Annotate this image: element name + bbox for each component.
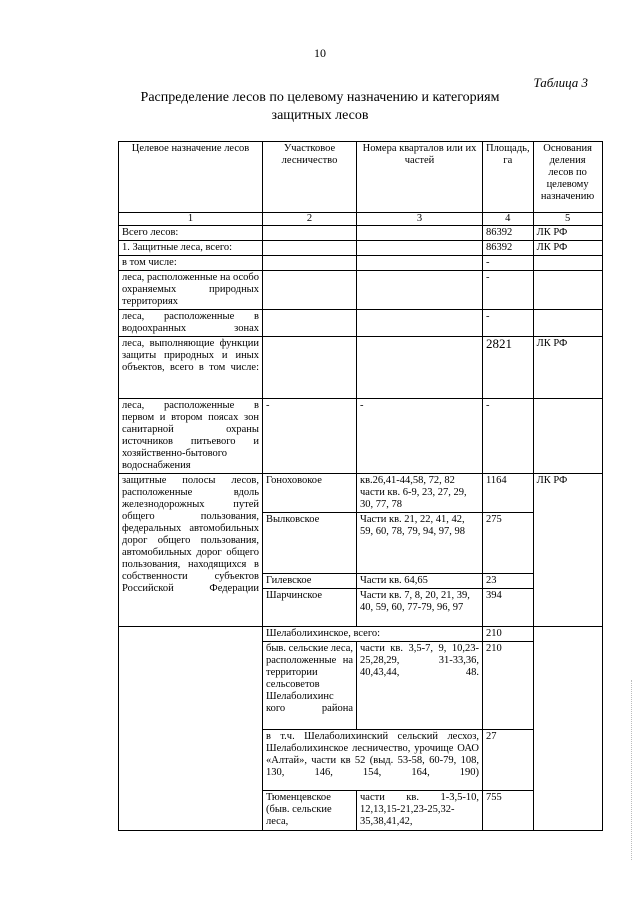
header-forestry: Участковое лесничество (263, 142, 357, 213)
row-name: защитные полосы лесов, расположенные вдоль железнодорожных путей общего пользования, федеральных автомобильных дорог общего пользования, автомобильных дорог общего пользования, находящихся в собственности субъектов Российской Федерации (119, 474, 263, 627)
row-quarters: кв.26,41-44,58, 72, 82 части кв. 6-9, 23, 27, 29, 30, 77, 78 (357, 474, 483, 513)
col-number: 2 (263, 213, 357, 226)
row-quarters: части кв. 3,5-7, 9, 10,23-25,28,29, 31-33,36, 40,43,44, 48. (357, 642, 483, 730)
row-area: 394 (483, 589, 534, 627)
row-area: 86392 (483, 226, 534, 241)
row-quarters: - (357, 399, 483, 474)
row-forestry: Тюменцевское (быв. сельские леса, (263, 791, 357, 831)
col-number: 5 (533, 213, 602, 226)
row-name: в том числе: (119, 256, 263, 271)
row-area: 210 (483, 627, 534, 642)
header-area: Площадь, га (483, 142, 534, 213)
col-number: 3 (357, 213, 483, 226)
row-area: 86392 (483, 241, 534, 256)
row-forestry: Гилевское (263, 574, 357, 589)
row-area: - (483, 271, 534, 310)
table-row (119, 310, 603, 337)
row-quarters: Части кв. 64,65 (357, 574, 483, 589)
row-forestry: быв. сельские леса, расположенные на территории сельсоветов Шелаболихинс кого района (263, 642, 357, 730)
row-quarters: части кв. 1-3,5-10, 12,13,15-21,23-25,32-35,38,41,42, (357, 791, 483, 831)
row-name: леса, расположенные в водоохранных зонах (119, 310, 263, 337)
col-number: 1 (119, 213, 263, 226)
table-header-row (119, 142, 603, 213)
table-row (119, 256, 603, 271)
table-row (119, 271, 603, 310)
row-quarters: Части кв. 21, 22, 41, 42, 59, 60, 78, 79, 94, 97, 98 (357, 513, 483, 574)
row-quarters: Части кв. 7, 8, 20, 21, 39, 40, 59, 60, 77-79, 96, 97 (357, 589, 483, 627)
row-name: Всего лесов: (119, 226, 263, 241)
table-row (119, 474, 603, 513)
header-purpose: Целевое назначение лесов (119, 142, 263, 213)
row-area: 23 (483, 574, 534, 589)
row-forestry: Гоноховокое (263, 474, 357, 513)
row-area: 755 (483, 791, 534, 831)
scan-artifact (631, 680, 638, 860)
row-area: 2821 (483, 337, 534, 399)
row-forestry: Вылковское (263, 513, 357, 574)
row-name: леса, расположенные в первом и втором поясах зон санитарной охраны источников питьевого и хозяйственно-бытового водоснабжения (119, 399, 263, 474)
column-number-row (119, 213, 603, 226)
row-forestry-total: Шелаболихинское, всего: (263, 627, 483, 642)
row-area: 27 (483, 730, 534, 791)
table-row (119, 241, 603, 256)
row-area: - (483, 399, 534, 474)
header-basis: Основания деления лесов по целевому назначению (533, 142, 602, 213)
row-forestry: - (263, 399, 357, 474)
table-row (119, 226, 603, 241)
table-title (60, 89, 580, 125)
table-row (119, 627, 603, 642)
row-name: леса, выполняющие функции защиты природных и иных объектов, всего в том числе: (119, 337, 263, 399)
title-line-1: Распределение лесов по целевому назначению и категориям (140, 90, 500, 105)
row-forestry-detail: в т.ч. Шелаболихинский сельский лесхоз, Шелаболихинское лесничество, урочище ОАО «Алтай», части кв 52 (выд. 53-58, 60-79, 108, 130, 146, 154, 164, 190) (263, 730, 483, 791)
row-area: 1164 (483, 474, 534, 513)
row-area: - (483, 256, 534, 271)
row-basis: ЛК РФ (533, 474, 602, 627)
row-name: 1. Защитные леса, всего: (119, 241, 263, 256)
page-number: 10 (314, 46, 326, 60)
row-basis: ЛК РФ (533, 241, 602, 256)
table-label: Таблица 3 (533, 75, 588, 90)
row-forestry: Шарчинское (263, 589, 357, 627)
table-row (119, 337, 603, 399)
header-quarters: Номера кварталов или их частей (357, 142, 483, 213)
col-number: 4 (483, 213, 534, 226)
title-line-2: защитных лесов (271, 108, 369, 123)
row-area: - (483, 310, 534, 337)
row-area: 275 (483, 513, 534, 574)
table-row (119, 399, 603, 474)
row-name: леса, расположенные на особо охраняемых природных территориях (119, 271, 263, 310)
row-area: 210 (483, 642, 534, 730)
row-basis: ЛК РФ (533, 226, 602, 241)
forest-distribution-table (118, 141, 603, 831)
row-basis: ЛК РФ (533, 337, 602, 399)
